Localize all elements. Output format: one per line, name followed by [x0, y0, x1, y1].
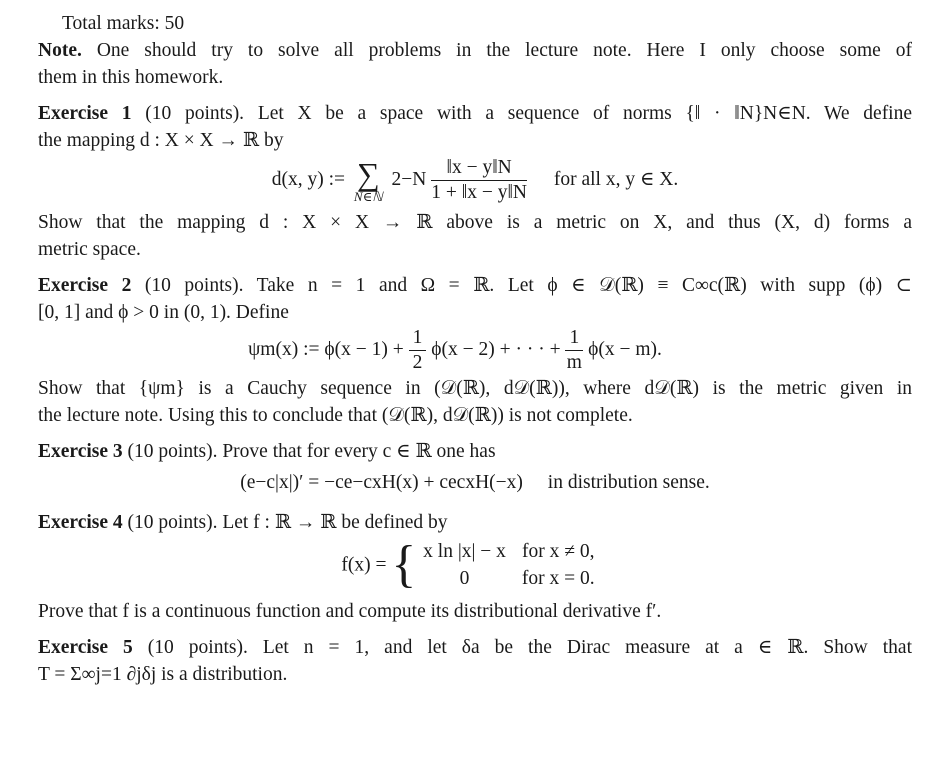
ex4-case-row-2: [421, 565, 608, 592]
exercise-4-points: (10 points).: [127, 512, 218, 533]
exercise-1-line-2: [38, 127, 912, 154]
ex4-case2-expr: 0: [459, 568, 470, 589]
ex4-case-row-1: [421, 538, 608, 565]
exercise-1-intro-b: the mapping d : X × X → ℝ by: [38, 130, 284, 151]
note-label: Note.: [38, 40, 82, 61]
exercise-5-line-2: [38, 661, 912, 688]
exercise-3-intro-a: Prove that for every c ∈ ℝ one has: [222, 441, 496, 462]
left-brace-icon: {: [391, 536, 417, 593]
total-marks: [38, 10, 912, 37]
ex2-frac2-num: 1: [565, 326, 583, 351]
note-text-2: them in this homework.: [38, 67, 224, 88]
sum-operator: [353, 155, 383, 204]
ex4-case1-expr: x ln |x| − x: [423, 541, 506, 562]
exercise-4-after-a: Prove that f is a continuous function and compute its distributional derivative f′.: [38, 601, 662, 622]
exercise-1-line-1: [38, 100, 912, 127]
homework-document: [38, 10, 912, 688]
ex4-formula-lhs: f(x) =: [341, 554, 387, 576]
exercise-2-after-b: the lecture note. Using this to conclude that (𝒟(ℝ), d𝒟(ℝ)) is not complete.: [38, 405, 633, 426]
exercise-2-title: Exercise 2: [38, 275, 132, 296]
exercise-4-line-2: [38, 598, 912, 625]
ex4-case2-cond: for x = 0.: [521, 568, 595, 589]
exercise-2-intro-a: Take n = 1 and Ω = ℝ. Let ϕ ∈ 𝒟(ℝ) ≡ C∞c(ℝ) with supp (ϕ) ⊂: [256, 275, 913, 296]
note-line-1: [38, 37, 912, 64]
exercise-4-intro-a: Let f : ℝ → ℝ be defined by: [222, 512, 448, 533]
ex2-formula-lhs: ψm(x) := ϕ(x − 1) +: [248, 338, 404, 360]
exercise-1-line-3: [38, 209, 912, 236]
note-line-2: [38, 64, 912, 91]
exercise-2-line-3: [38, 375, 912, 402]
exercise-2-formula: [38, 326, 912, 375]
exercise-2-points: (10 points).: [144, 275, 244, 296]
exercise-2-intro-b: [0, 1] and ϕ > 0 in (0, 1). Define: [38, 302, 289, 323]
ex1-formula-cond: for all x, y ∈ X.: [553, 168, 679, 190]
exercise-1-after-a: Show that the mapping d : X × X → ℝ above is a metric on X, and thus (X, d) forms a: [38, 212, 912, 233]
exercise-1-formula: [38, 154, 912, 209]
ex1-numerator: ‖x − y‖N: [431, 156, 527, 181]
sigma-symbol: ∑: [356, 155, 380, 192]
exercise-5-points: (10 points).: [147, 637, 248, 658]
ex2-frac1-num: 1: [409, 326, 427, 351]
ex1-denominator: 1 + ‖x − y‖N: [431, 182, 527, 203]
ex2-formula-mid: ϕ(x − 2) + · · · +: [431, 338, 561, 360]
ex2-fraction-1: [409, 326, 427, 375]
exercise-3-line-1: [38, 438, 912, 465]
ex2-frac1-den: 2: [412, 352, 423, 373]
ex4-cases-table: [421, 538, 608, 592]
exercise-4-title: Exercise 4: [38, 512, 123, 533]
exercise-5-title: Exercise 5: [38, 637, 133, 658]
exercise-4-formula: [38, 536, 912, 598]
ex1-fraction: [431, 156, 527, 205]
total-marks-text: Total marks: 50: [62, 13, 185, 34]
ex3-formula-cond: in distribution sense.: [547, 472, 710, 493]
ex2-formula-end: ϕ(x − m).: [588, 338, 662, 360]
exercise-1-title: Exercise 1: [38, 103, 132, 124]
exercise-1-points: (10 points).: [145, 103, 245, 124]
exercise-2-line-4: [38, 402, 912, 429]
ex2-frac2-den: m: [566, 352, 582, 373]
exercise-1-intro-a: Let X be a space with a sequence of norms {‖ · ‖N}N∈N. We define: [257, 103, 913, 124]
exercise-3-points: (10 points).: [127, 441, 218, 462]
exercise-3-title: Exercise 3: [38, 441, 123, 462]
ex2-fraction-2: [565, 326, 583, 375]
exercise-2-after-a: Show that {ψm} is a Cauchy sequence in (𝒟(ℝ), d𝒟(ℝ)), where d𝒟(ℝ) is the metric given in: [38, 378, 912, 399]
ex4-cases: [391, 538, 608, 592]
ex1-formula-lhs: d(x, y) :=: [271, 168, 346, 190]
note-text-1: One should try to solve all problems in the lecture note. Here I only choose some of: [96, 40, 913, 61]
exercise-2-line-1: [38, 272, 912, 299]
exercise-5-line-1: [38, 634, 912, 661]
exercise-1-line-4: [38, 236, 912, 263]
ex1-sum-index: N∈ℕ: [353, 188, 383, 204]
exercise-2-line-2: [38, 299, 912, 326]
ex3-formula: (e−c|x|)′ = −ce−cxH(x) + cecxH(−x): [240, 472, 523, 493]
exercise-4-line-1: [38, 509, 912, 536]
exercise-3-formula: [38, 465, 912, 500]
ex1-formula-weight: 2−N: [391, 168, 427, 190]
ex4-case1-cond: for x ≠ 0,: [522, 541, 595, 562]
exercise-5-intro-b: T = Σ∞j=1 ∂jδj is a distribution.: [38, 664, 288, 685]
exercise-1-after-b: metric space.: [38, 239, 141, 260]
exercise-5-intro-a: Let n = 1, and let δa be the Dirac measure at a ∈ ℝ. Show that: [262, 637, 913, 658]
